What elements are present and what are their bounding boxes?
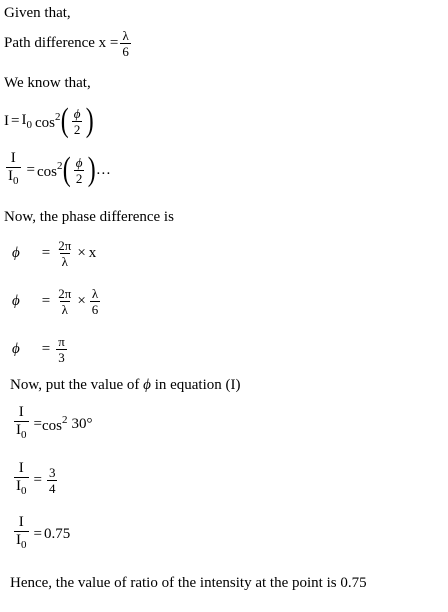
substitute-text: Now, put the value of ϕ in equation (I)	[10, 377, 241, 393]
know-text: We know that,	[4, 75, 91, 91]
three-over-four: $\frac{3}{4}$	[48, 464, 56, 496]
lambda-over-6	[120, 28, 131, 59]
phase-equation-3	[12, 334, 69, 365]
ratio-equation-3	[12, 460, 59, 500]
equals-sign: =	[41, 293, 51, 309]
two-pi-over-lambda: $\frac{2\pi}{\lambda}$	[58, 286, 72, 317]
path-difference-label: Path difference x =	[4, 35, 119, 51]
equals-sign: =	[33, 471, 42, 488]
equals-sign: =	[11, 112, 20, 129]
equals-sign: =	[33, 415, 42, 432]
equals-sign: =	[33, 525, 42, 542]
pi-over-3: $\frac{\pi}{3}$	[58, 334, 65, 365]
phase-equation-1	[12, 238, 96, 269]
i-over-i0: $\frac{I}{I_0}$	[14, 514, 29, 554]
equals-sign: =	[41, 245, 51, 261]
cos-squared: $\cos^2$	[36, 159, 63, 180]
ratio-equation-4	[12, 514, 70, 554]
ellipsis: …	[95, 161, 111, 178]
phase-equation-2	[12, 286, 102, 317]
times-sign: ×	[77, 245, 86, 261]
lambda-over-6: $\frac{\lambda}{6}$	[91, 286, 99, 317]
equals-sign: =	[41, 341, 51, 357]
path-difference-equation	[4, 28, 133, 59]
ratio-equation-1	[4, 150, 111, 190]
two-pi-over-lambda: $\frac{2\pi}{\lambda}$	[58, 238, 72, 269]
i-over-i0: $\frac{I}{I_0}$	[14, 404, 29, 444]
left-paren: (	[61, 102, 70, 139]
phase-text: Now, the phase difference is	[4, 209, 174, 225]
ratio-equation-2	[12, 404, 92, 444]
numerator: λ	[122, 28, 129, 43]
cos-squared: $\cos^2$	[41, 413, 68, 434]
i0-symbol: $I_0$	[21, 111, 32, 131]
phi-symbol: ϕ	[12, 293, 20, 309]
conclusion-text: Hence, the value of ratio of the intensity at the point is 0.75	[10, 575, 367, 591]
cos-squared: $\cos^2$	[34, 110, 61, 131]
phi-over-2: $\frac{\phi}{2}$	[73, 105, 81, 137]
given-text: Given that,	[4, 5, 71, 21]
right-paren: )	[85, 102, 94, 139]
ratio-value: 0.75	[43, 525, 71, 542]
i-over-i0: $\frac{I}{I_0}$	[14, 460, 29, 500]
left-paren: (	[63, 151, 72, 188]
phi-over-2: $\frac{\phi}{2}$	[75, 154, 83, 186]
equals-sign: =	[26, 161, 35, 178]
i-over-i0: $\frac{I}{I_0}$	[6, 150, 21, 190]
times-sign: ×	[77, 293, 86, 309]
denominator: 6	[122, 44, 129, 59]
phi-symbol: ϕ	[12, 341, 20, 357]
right-paren: )	[87, 151, 96, 188]
phi-symbol: ϕ	[12, 245, 20, 261]
intensity-symbol: I	[4, 112, 9, 129]
intensity-equation	[4, 104, 94, 138]
x-symbol: x	[88, 245, 97, 261]
angle-value: 30°	[71, 415, 93, 432]
